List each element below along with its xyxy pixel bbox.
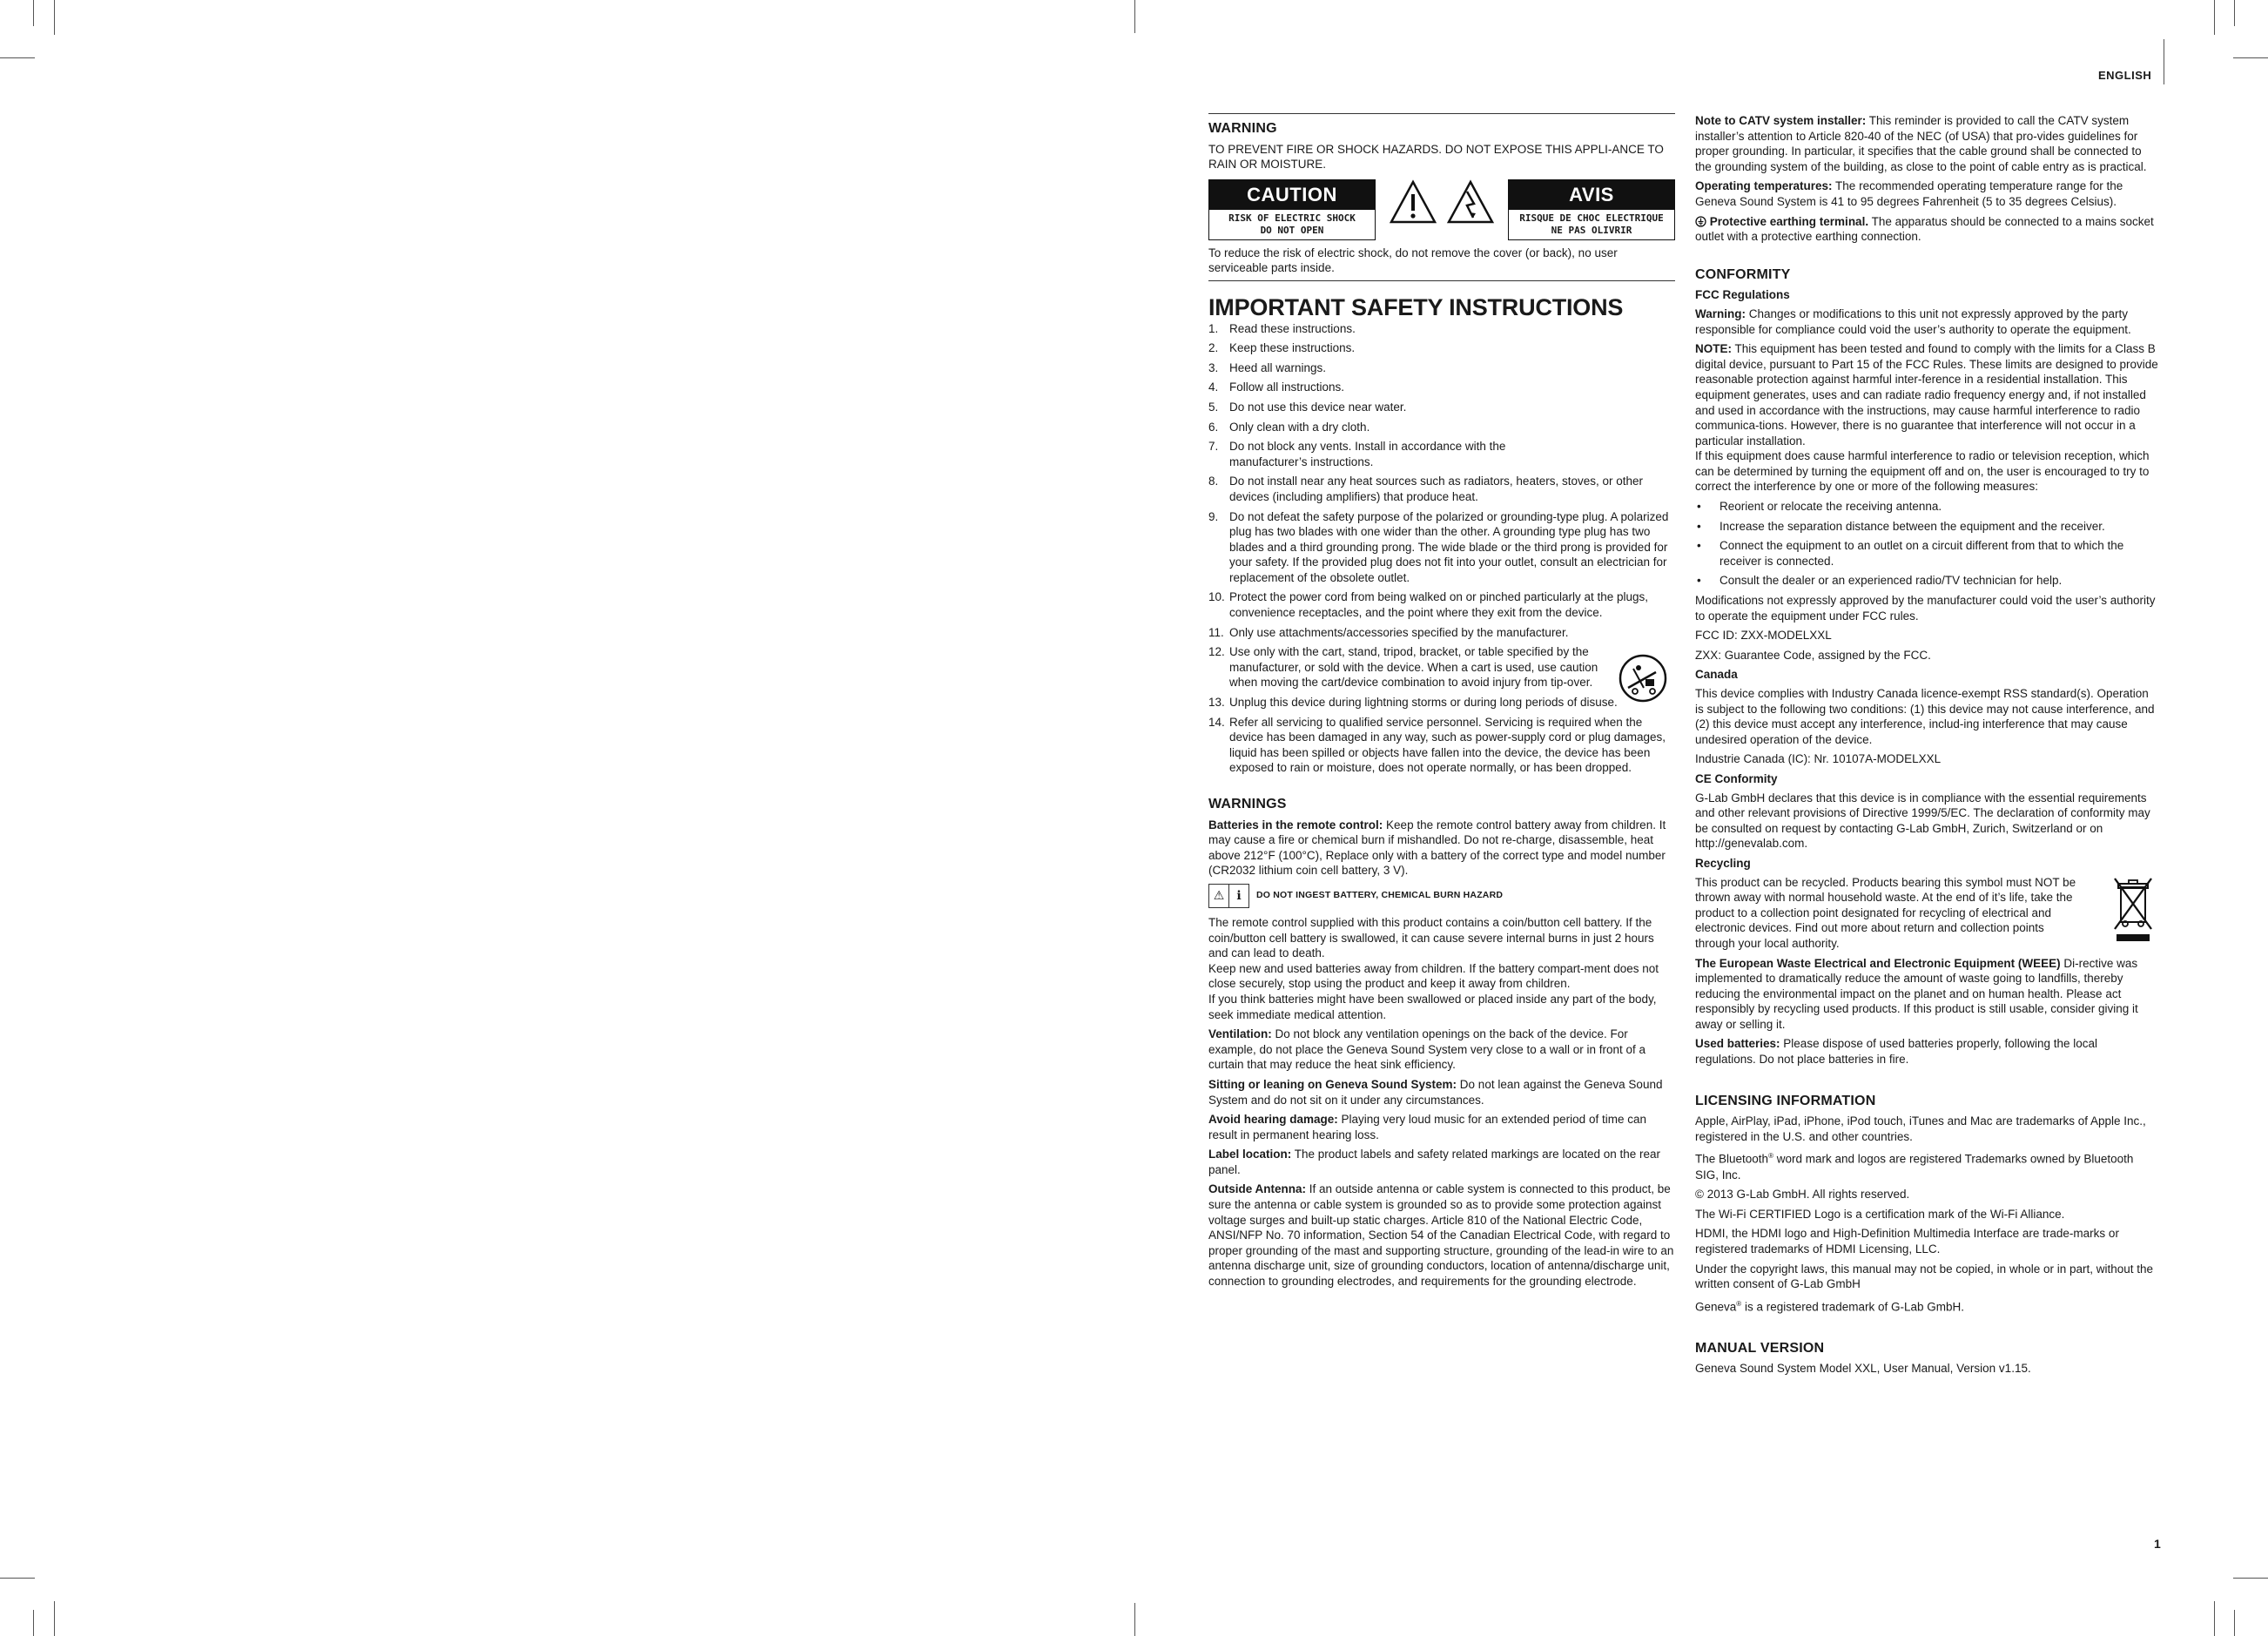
coin-paragraph: If you think batteries might have been swallowed or placed inside any part of the body, seek immediate medical attention. <box>1208 992 1657 1021</box>
sitting-paragraph: Sitting or leaning on Geneva Sound System: Do not lean against the Geneva Sound System and do not sit on it under any circumstances. <box>1208 1077 1663 1107</box>
warning-text: TO PREVENT FIRE OR SHOCK HAZARDS. DO NOT EXPOSE THIS APPLI-ANCE TO RAIN OR MOISTURE. <box>1208 142 1664 172</box>
label-location-paragraph: Label location: The product labels and safety related markings are located on the rear panel. <box>1208 1148 1661 1176</box>
crop-mark <box>1134 1603 1135 1636</box>
right-column <box>1695 113 2158 1381</box>
avis-label: AVIS RISQUE DE CHOC ELECTRIQUE NE PAS OLIVRIR <box>1508 179 1675 240</box>
antenna-paragraph: Outside Antenna: If an outside antenna or cable system is connected to this product, be sure the antenna or cable system is grounded so as to provide some protection against voltage surges and built-up static charges. Article 810 of the National Electric Code, ANSI/NFP No. 70 information, Section 54 of the Canadian Electrical Code, with regard to proper grounding of the mast and supporting structure, grounding of the lead-in wire to an antenna discharge unit, size of grounding conductors, location of antenna/discharge unit, connection to grounding electrodes, and requirements for the grounding electrode. <box>1208 1182 1674 1289</box>
crop-mark <box>0 57 35 58</box>
list-item: 12. Use only with the cart, stand, tripod, bracket, or table specified by the manufacturer, or sold with the device. When a cart is used, use caution when moving the cart/device combination to avoid injury from tip-over. <box>1208 644 1675 690</box>
crop-mark <box>33 1610 34 1636</box>
licensing-wifi: The Wi-Fi CERTIFIED Logo is a certification mark of the Wi-Fi Alliance. <box>1695 1207 2065 1221</box>
list-item: 4. Follow all instructions. <box>1208 380 1345 394</box>
safety-title: IMPORTANT SAFETY INSTRUCTIONS <box>1208 293 1624 320</box>
warning-icon: ⚠ <box>1213 888 1225 903</box>
hazard-icon-box <box>1208 884 1249 908</box>
ce-paragraph: G-Lab GmbH declares that this device is in compliance with the essential requirements and other relevant provisions of Directive 1999/5/EC. The declaration of conformity may be consulted on request by contacting G-Lab GmbH, Zurich, Switzerland or on http://genevalab.com. <box>1695 791 2150 851</box>
canada-heading: Canada <box>1695 668 1738 682</box>
licensing-apple: Apple, AirPlay, iPad, iPhone, iPod touch, iTunes and Mac are trademarks of Apple Inc., registered in the U.S. and other countries. <box>1695 1114 2146 1143</box>
list-item: 6. Only clean with a dry cloth. <box>1208 420 1370 434</box>
divider <box>1208 113 1675 114</box>
catv-paragraph: Note to CATV system installer: This reminder is provided to call the CATV system installer’s attention to Article 820-40 of the NEC (of USA) that pro-vides guidelines for proper grounding. In particular, it specifies that the cable ground shall be connected to the grounding system of the building, as close to the point of cable entry as is practical. <box>1695 114 2147 173</box>
fcc-warning-paragraph: Warning: Changes or modifications to this unit not expressly approved by the party responsible for compliance could void the user’s authority to operate the equipment. <box>1695 306 2131 336</box>
licensing-copyright-year: © 2013 G-Lab GmbH. All rights reserved. <box>1695 1188 1910 1202</box>
earth-terminal-icon <box>1695 216 1706 227</box>
fcc-id: FCC ID: ZXX-MODELXXL <box>1695 629 1832 643</box>
list-item: • Connect the equipment to an outlet on a circuit different from that to which the receiver is connected. <box>1697 539 2124 568</box>
warning-heading: WARNING <box>1208 121 1277 136</box>
list-item: 14. Refer all servicing to qualified service personnel. Servicing is required when the device has been damaged in any way, such as power-supply cord or plug damages, liquid has been spilled or objects have fallen into the device, the device has been exposed to rain or moisture, does not operate normally, or has been dropped. <box>1208 715 1666 775</box>
list-item: 3. Heed all warnings. <box>1208 360 1327 374</box>
list-item: 2. Keep these instructions. <box>1208 341 1356 355</box>
crop-mark <box>2233 1578 2268 1579</box>
hearing-paragraph: Avoid hearing damage: Playing very loud music for an extended period of time can result in permanent hearing loss. <box>1208 1113 1646 1141</box>
info-icon: ℹ <box>1228 885 1248 907</box>
licensing-bluetooth: The Bluetooth® word mark and logos are registered Trademarks owned by Bluetooth SIG, Inc. <box>1695 1152 2134 1182</box>
recycling-paragraph: This product can be recycled. Products bearing this symbol must NOT be thrown away with normal household waste. At the end of it’s life, take the product to a collection point designated for recycling of electrical and electronic devices. Find out more about return and collection points through your local authority. <box>1695 875 2076 950</box>
recycling-heading: Recycling <box>1695 856 1751 870</box>
list-item: • Consult the dealer or an experienced radio/TV technician for help. <box>1697 574 2063 588</box>
battery-hazard-row <box>1208 884 1675 908</box>
caution-label: CAUTION RISK OF ELECTRIC SHOCK DO NOT OPEN <box>1208 179 1376 240</box>
weee-bin-icon <box>2111 877 2155 943</box>
coin-paragraph: The remote control supplied with this product contains a coin/button cell battery. If the coin/button cell battery is swallowed, it can cause severe internal burns in just 2 hours and can lead to death. <box>1208 915 1654 960</box>
batteries-paragraph: Batteries in the remote control: Keep the remote control battery away from children. It may cause a fire or chemical burn if mishandled. Do not re-charge, disassemble, heat above 212°F (100°C), Replace only with a battery of the correct type and model number (CR2032 lithium coin cell battery, 3 V). <box>1208 818 1666 878</box>
list-item: 10. Protect the power cord from being walked on or pinched particularly at the plugs, convenience receptacles, and the point where they exit from the device. <box>1208 590 1649 620</box>
ic-text: Industrie Canada (IC): Nr. 10107A-MODELXXL <box>1695 752 1942 766</box>
fcc-interference-paragraph: If this equipment does cause harmful interference to radio or television reception, which can be determined by turning the equipment off and on, the user is encouraged to try to correct the interference by one or more of the following measures: <box>1695 449 2150 494</box>
licensing-copyright-law: Under the copyright laws, this manual may not be copied, in whole or in part, without the written consent of G-Lab GmbH <box>1695 1262 2154 1291</box>
list-item: 5. Do not use this device near water. <box>1208 400 1407 414</box>
cart-tipover-icon <box>1618 653 1668 704</box>
ventilation-paragraph: Ventilation: Do not block any ventilation openings on the back of the device. For example, do not place the Geneva Sound System very close to a wall or in front of a curtain that may reduce the heat sink efficiency. <box>1208 1027 1646 1072</box>
list-item: 13. Unplug this device during lightning storms or during long periods of disuse. <box>1208 696 1618 710</box>
coin-paragraph: Keep new and used batteries away from children. If the battery compart-ment does not close securely, stop using the product and keep it away from children. <box>1208 961 1659 991</box>
fcc-note-paragraph: NOTE: This equipment has been tested and found to comply with the limits for a Class B digital device, pursuant to Part 15 of the FCC Rules. These limits are designed to provide reasonable protection against harmful inter-ference in a residential installation. This equipment generates, uses and can radiate radio frequency energy and, if not installed and used in accordance with the instructions, may cause harmful interference to radio communica-tions. However, there is no guarantee that interference will not occur in a particular installation. <box>1695 342 2158 448</box>
shock-note: To reduce the risk of electric shock, do not remove the cover (or back), no user serviceable parts inside. <box>1208 246 1618 275</box>
licensing-heading: LICENSING INFORMATION <box>1695 1093 1876 1108</box>
manual-version-text: Geneva Sound System Model XXL, User Manual, Version v1.15. <box>1695 1362 2031 1376</box>
ce-heading: CE Conformity <box>1695 771 1778 785</box>
list-item: • Increase the separation distance between the equipment and the receiver. <box>1697 519 2105 533</box>
hazard-text: DO NOT INGEST BATTERY, CHEMICAL BURN HAZARD <box>1256 890 1504 901</box>
weee-paragraph: The European Waste Electrical and Electronic Equipment (WEEE) Di-rective was implemented to dramatically reduce the amount of waste going to landfills, thereby reducing the environmental impact on the planet and on human health. Please act responsibly by recycling used products. If this product is still usable, consider giving it away or selling it. <box>1695 956 2138 1031</box>
canada-paragraph: This device complies with Industry Canada licence-exempt RSS standard(s). Operation is subject to the following two conditions: (1) this device may not cause interference, and (2) this device must accept any interference, includ-ing interference that may cause undesired operation of the device. <box>1695 687 2155 746</box>
divider <box>1208 280 1675 281</box>
left-column <box>1208 113 1675 1294</box>
page-number: 1 <box>2154 1537 2161 1551</box>
warning-triangle-icon <box>1389 179 1437 225</box>
conformity-heading: CONFORMITY <box>1695 266 1791 282</box>
crop-mark <box>2214 1601 2215 1636</box>
list-item: 7. Do not block any vents. Install in accordance with the manufacturer’s instructions. <box>1208 440 1506 468</box>
crop-mark <box>2233 57 2268 58</box>
list-item: 8. Do not install near any heat sources such as radiators, heaters, stoves, or other devices (including amplifiers) that produce heat. <box>1208 475 1643 503</box>
list-item: 11. Only use attachments/accessories specified by the manufacturer. <box>1208 625 1569 639</box>
lightning-triangle-icon <box>1446 179 1495 225</box>
crop-mark <box>33 0 34 26</box>
manual-version-heading: MANUAL VERSION <box>1695 1340 1825 1356</box>
licensing-hdmi: HDMI, the HDMI logo and High-Definition Multimedia Interface are trade-marks or registered trademarks of HDMI Licensing, LLC. <box>1695 1227 2119 1256</box>
crop-mark <box>2214 0 2215 35</box>
recycling-block <box>1695 875 2158 952</box>
fcc-heading: FCC Regulations <box>1695 288 1790 302</box>
fcc-mod-paragraph: Modifications not expressly approved by the manufacturer could void the user’s authority to operate the equipment under FCC rules. <box>1695 594 2156 623</box>
crop-mark <box>2234 0 2235 26</box>
language-header: ENGLISH <box>2098 69 2152 82</box>
earthing-paragraph: Protective earthing terminal. The apparatus should be connected to a mains socket outlet with a protective earthing connection. <box>1695 214 2154 244</box>
crop-mark <box>2234 1610 2235 1636</box>
crop-mark <box>0 1578 35 1579</box>
list-item: • Reorient or relocate the receiving antenna. <box>1697 500 1942 514</box>
zxx-text: ZXX: Guarantee Code, assigned by the FCC. <box>1695 648 1931 662</box>
crop-mark <box>54 0 55 35</box>
safety-list <box>1208 321 1675 776</box>
crop-mark <box>1134 0 1135 33</box>
fcc-measures-list <box>1695 499 2158 589</box>
used-batteries-paragraph: Used batteries: Please dispose of used batteries properly, following the local regulations. Do not place batteries in fire. <box>1695 1037 2098 1067</box>
hazard-labels <box>1208 179 1675 240</box>
list-item: 9. Do not defeat the safety purpose of the polarized or grounding-type plug. A polarized plug has two blades with one wider than the other. A grounding type plug has two blades and a third grounding prong. The wide blade or the third prong is provided for your safety. If the provided plug does not fit into your outlet, consult an electrician for replacement of the obsolete outlet. <box>1208 509 1669 584</box>
crop-mark <box>54 1601 55 1636</box>
warnings-heading: WARNINGS <box>1208 797 1287 811</box>
licensing-geneva: Geneva® is a registered trademark of G-Lab GmbH. <box>1695 1299 1965 1314</box>
list-item: 1. Read these instructions. <box>1208 321 1356 335</box>
optemp-paragraph: Operating temperatures: The recommended operating temperature range for the Geneva Sound System is 41 to 95 degrees Fahrenheit (5 to 35 degrees Celsius). <box>1695 179 2123 208</box>
